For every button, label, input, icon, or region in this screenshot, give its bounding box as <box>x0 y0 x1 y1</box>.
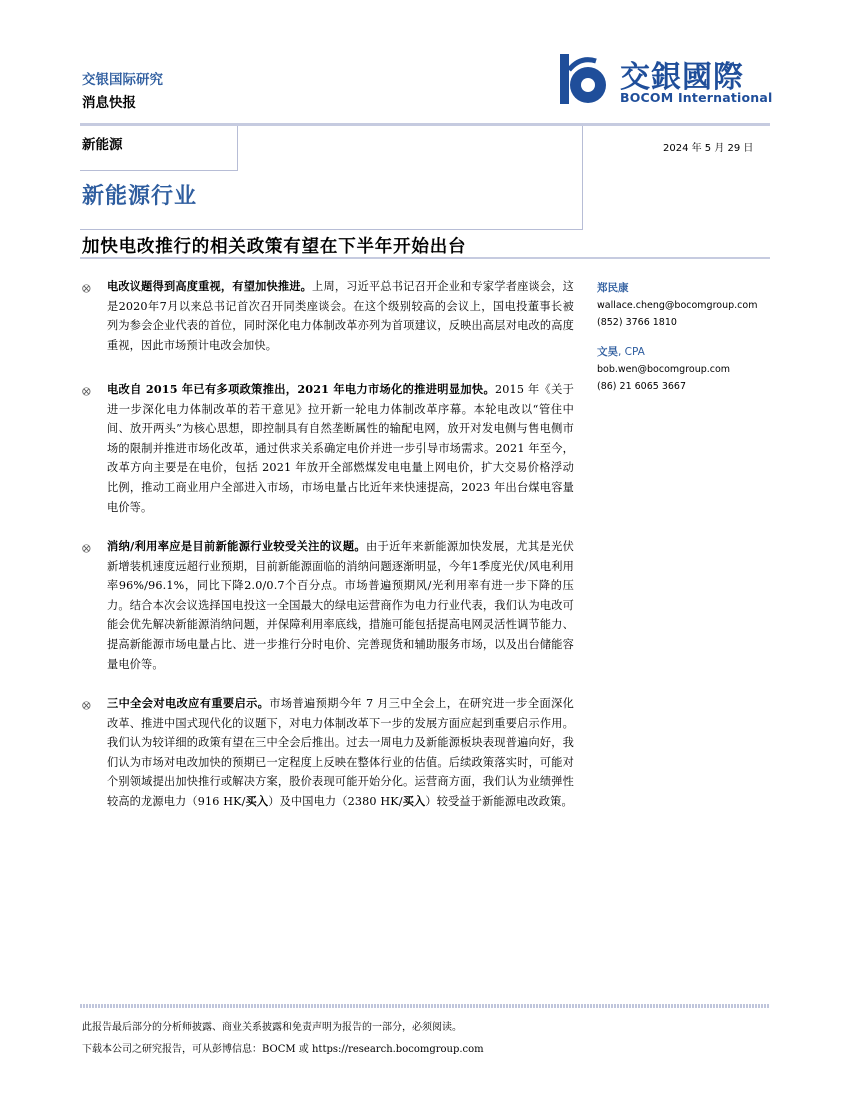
analyst-card <box>597 280 757 331</box>
analyst-phone: (86) 21 6065 3667 <box>597 381 687 392</box>
footer-download-info: 下载本公司之研究报告，可从彭博信息：BOCM 或 https://research.bocomgroup.com <box>82 1044 484 1055</box>
bullet-title: 三中全会对电改应有重要启示。 <box>107 696 270 710</box>
bocom-logo <box>558 52 773 108</box>
document-type: 消息快报 <box>82 95 136 111</box>
bullet-body: 市场普遍预期今年 7 月三中全会上，在研究进一步全面深化改革、推进中国式现代化的议题下，对电力体制改革下一步的发展方面应起到重要启示作用。我们认为较详细的政策有望在三中全会后推出。过去一周电力及新能源板块表现普遍向好，我们认为市场对电改加快的预期已一定程度上反映在整体行业的估值。后续政策落实时，可能对个别领域提出加快推行或解决方案，股价表现可能开始分化。运营商方面，我们认为业绩弹性较高的龙源电力（916 HK/ <box>107 697 574 808</box>
analyst-credential: , CPA <box>618 346 645 358</box>
bullet-body: ）较受益于新能源电改政策。 <box>425 794 573 808</box>
analyst-card <box>597 344 730 395</box>
circled-arrow-icon: ⭙ <box>82 282 91 295</box>
analyst-phone: (852) 3766 1810 <box>597 317 677 328</box>
circled-arrow-icon: ⭙ <box>82 542 91 555</box>
bullet-title: 电改议题得到高度重视，有望加快推进。 <box>107 279 313 293</box>
bullet-body: 上周，习近平总书记召开企业和专家学者座谈会，这是2020年7月以来总书记首次召开同类座谈会。在这个级别较高的会议上，国电投董事长被列为参会企业代表的首位，同时深化电力体制改革亦列为首项建议，反映出高层对电改的高度重视，因此市场预计电改会加快。 <box>107 280 574 352</box>
sector-box-divider <box>237 126 238 170</box>
analyst-email[interactable]: bob.wen@bocomgroup.com <box>597 364 731 375</box>
bullet-body: 2015 年《关于进一步深化电力体制改革的若干意见》拉开新一轮电力体制改革序幕。本轮电改以“管住中间、放开两头”为核心思想，即控制具有自然垄断属性的输配电网，放开对发电侧与售电侧市场的限制并推进市场化改革，通过供求关系确定电价并进一步引导市场需求。2021 年至今，改革方向主要是在电价，包括 2021 年放开全部燃煤发电电量上网电价，扩大交易价格浮动比例，推动工商业用户全部进入市场，市场电量占比近年来快速提高，2023 年出台煤电容量电价等。 <box>107 383 574 514</box>
brand-name: 交银国际研究 <box>82 72 163 88</box>
footer-rule <box>80 1004 770 1008</box>
bullet-paragraph-2 <box>107 380 574 517</box>
report-date: 2024 年 5 月 29 日 <box>663 143 754 154</box>
bullet-body: ）及中国电力（2380 HK/ <box>268 794 403 808</box>
title-box-divider <box>582 126 583 230</box>
bullet-title: 电改自 2015 年已有多项政策推出，2021 年电力市场化的推进明显加快。 <box>107 382 496 396</box>
header-rule <box>80 123 770 126</box>
bullet-body: 由于近年来新能源加快发展，尤其是光伏新增装机速度远超行业预期，目前新能源面临的消纳问题逐渐明显，今年1季度光伏/风电利用率96%/96.1%，同比下降2.0/0.7个百分点。市场普遍预期风/光利用率有进一步下降的压力。结合本次会议选择国电投这一全国最大的绿电运营商作为电力行业代表，我们认为电改可能会优先解决新能源消纳问题，并保障利用率底线，措施可能包括提高电网灵活性调节能力、提高新能源市场电量占比、进一步推行分时电价、完善现货和辅助服务市场，以及出台储能容量电价等。 <box>107 540 574 671</box>
analyst-email[interactable]: wallace.cheng@bocomgroup.com <box>597 300 758 311</box>
bullet-paragraph-3 <box>107 537 574 674</box>
rating-buy: 买入 <box>402 793 426 808</box>
industry-title: 新能源行业 <box>82 184 198 209</box>
analyst-name: 郑民康 <box>597 282 629 294</box>
circled-arrow-icon: ⭙ <box>82 385 91 398</box>
report-headline: 加快电改推行的相关政策有望在下半年开始出台 <box>82 237 467 257</box>
circled-arrow-icon: ⭙ <box>82 699 91 712</box>
bullet-paragraph-4 <box>107 694 574 812</box>
bullet-title: 消纳/利用率应是目前新能源行业较受关注的议题。 <box>107 539 366 553</box>
footer-disclaimer: 此报告最后部分的分析师披露、商业关系披露和免责声明为报告的一部分，必须阅读。 <box>82 1022 462 1033</box>
bocom-logo-icon <box>558 52 616 108</box>
sector-label: 新能源 <box>82 137 123 153</box>
rating-buy: 买入 <box>245 793 269 808</box>
analyst-name: 文昊 <box>597 346 618 358</box>
logo-text-en: BOCOM International <box>620 90 773 105</box>
title-box-bottom <box>80 229 583 230</box>
sector-box-bottom <box>80 170 238 171</box>
headline-rule <box>80 257 770 259</box>
logo-text-cn: 交銀國際 <box>620 60 744 95</box>
bullet-paragraph-1 <box>107 277 574 355</box>
